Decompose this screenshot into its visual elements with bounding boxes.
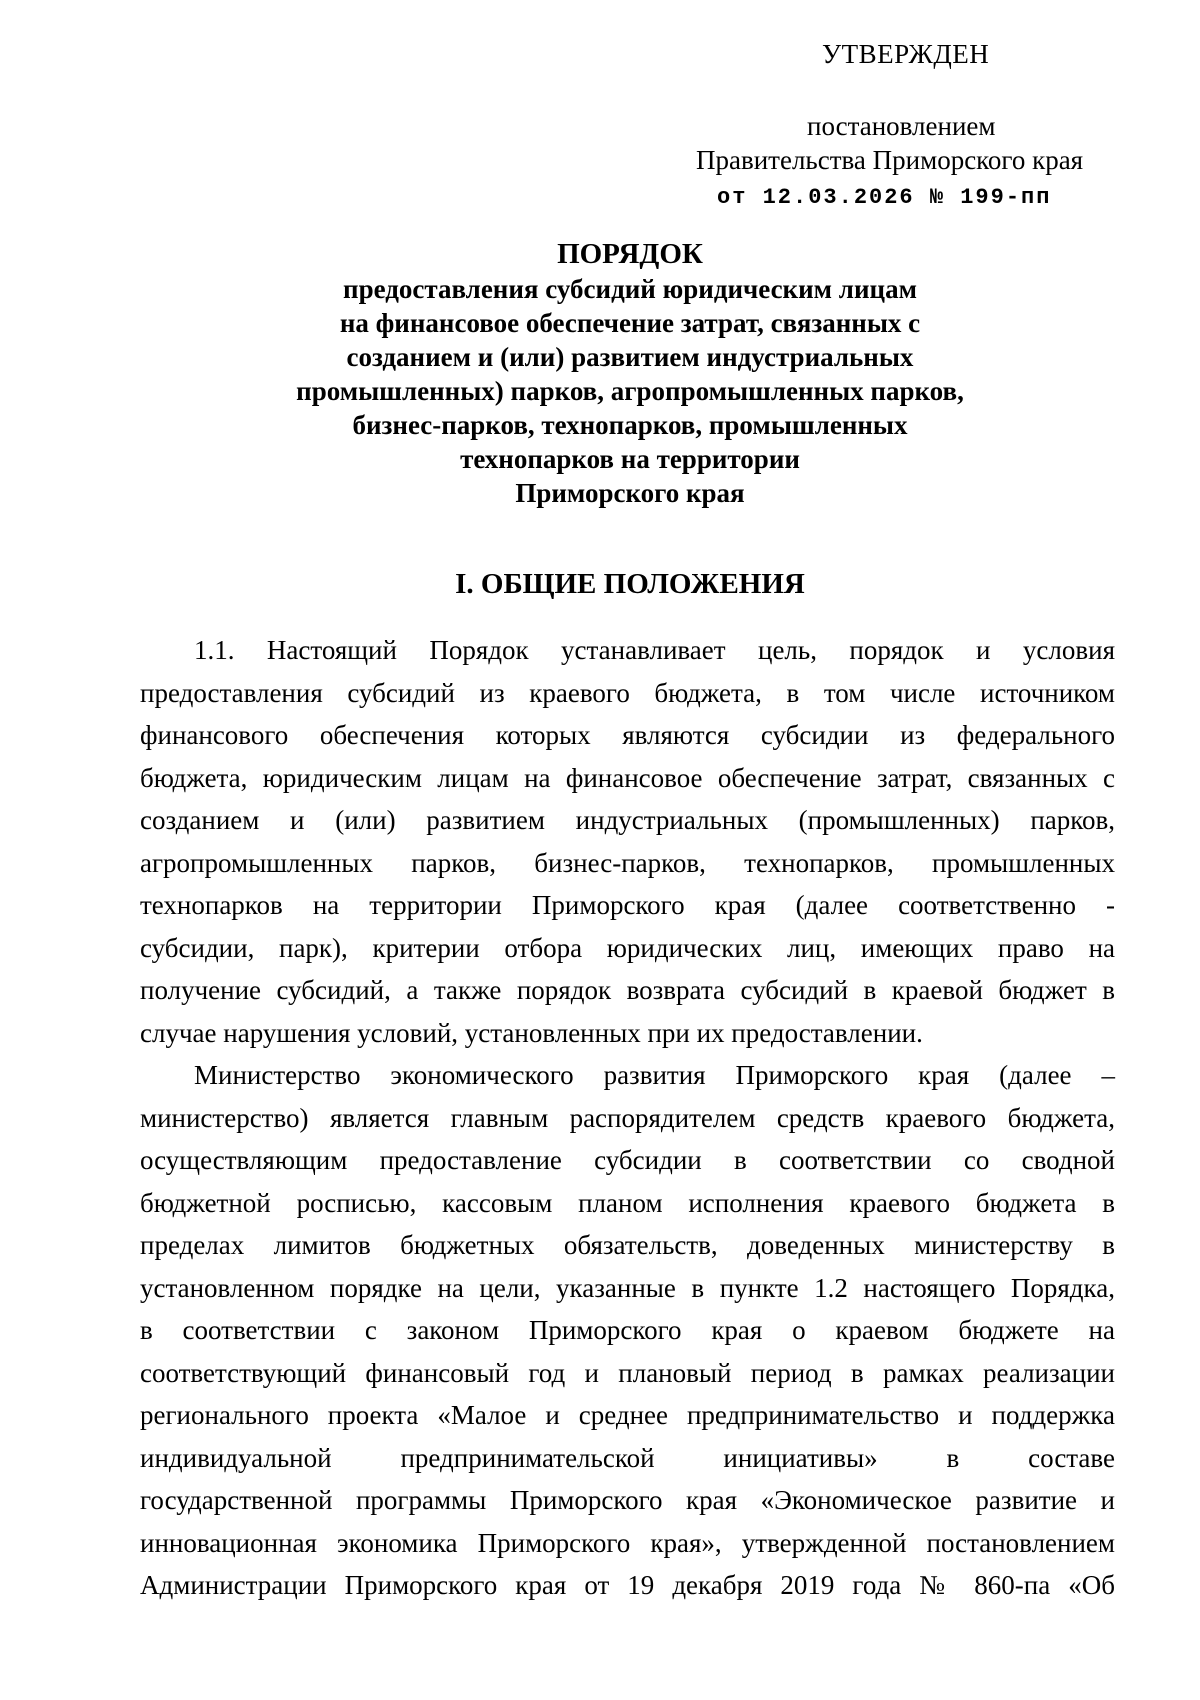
text-line: случае нарушения условий, установленных при их предоставлении. <box>140 1017 923 1048</box>
text-line: регионального проекта «Малое и среднее предпринимательство и поддержка <box>140 1400 1115 1430</box>
paragraph-2 <box>140 1054 1115 1607</box>
text-line: государственной программы Приморского края «Экономическое развитие и <box>140 1485 1115 1515</box>
document-title: ПОРЯДОК <box>557 238 703 270</box>
title-line: Приморского края <box>515 478 745 508</box>
section-heading: I. ОБЩИЕ ПОЛОЖЕНИЯ <box>455 568 805 600</box>
title-line: созданием и (или) развитием индустриальных <box>346 342 914 372</box>
text-line: 1.1. Настоящий Порядок устанавливает цель, порядок и условия <box>194 635 1115 665</box>
title-line: предоставления субсидий юридическим лицам <box>343 274 917 304</box>
text-line: индивидуальной предпринимательской инициативы» в составе <box>140 1442 1115 1473</box>
text-line: Администрации Приморского края от 19 декабря 2019 года № 860-па «Об <box>140 1570 1115 1600</box>
text-line: соответствующий финансовый год и плановый период в рамках реализации <box>140 1357 1115 1388</box>
approval-by: постановлением <box>807 111 996 141</box>
text-line: инновационная экономика Приморского края», утвержденной постановлением <box>140 1527 1115 1558</box>
text-line: пределах лимитов бюджетных обязательств, доведенных министерству в <box>140 1230 1115 1260</box>
text-line: установленном порядке на цели, указанные в пункте 1.2 настоящего Порядка, <box>140 1272 1115 1303</box>
text-line: получение субсидий, а также порядок возврата субсидий в краевой бюджет в <box>140 975 1115 1005</box>
title-line: на финансовое обеспечение затрат, связанных с <box>339 308 921 338</box>
text-line: Министерство экономического развития Приморского края (далее – <box>194 1060 1115 1090</box>
text-line: финансового обеспечения которых являются субсидии из федерального <box>140 720 1115 750</box>
text-line: агропромышленных парков, бизнес-парков, технопарков, промышленных <box>140 847 1115 878</box>
text-line: министерство) является главным распорядителем средств краевого бюджета, <box>140 1102 1115 1133</box>
text-line: бюджета, юридическим лицам на финансовое обеспечение затрат, связанных с <box>140 762 1115 793</box>
text-line: в соответствии с законом Приморского края о краевом бюджете на <box>140 1315 1115 1345</box>
text-line: предоставления субсидий из краевого бюджета, в том числе источником <box>140 677 1115 708</box>
title-line: промышленных) парков, агропромышленных парков, <box>296 376 964 406</box>
text-line: бюджетной росписью, кассовым планом исполнения краевого бюджета в <box>140 1187 1115 1218</box>
document-title-block <box>200 236 1060 510</box>
title-line: технопарков на территории <box>460 444 800 474</box>
text-line: субсидии, парк), критерии отбора юридических лиц, имеющих право на <box>140 932 1115 963</box>
approval-government: Правительства Приморского края <box>696 145 1084 175</box>
text-line: технопарков на территории Приморского края (далее соответственно - <box>140 890 1115 920</box>
title-line: бизнес-парков, технопарков, промышленных <box>352 410 908 440</box>
text-line: осуществляющим предоставление субсидии в соответствии со сводной <box>140 1145 1115 1175</box>
approval-heading: УТВЕРЖДЕН <box>822 39 990 69</box>
body-text <box>140 629 1115 1607</box>
paragraph-1 <box>140 629 1115 1054</box>
text-line: созданием и (или) развитием индустриальных (промышленных) парков, <box>140 805 1115 835</box>
approval-number: от 12.03.2026 № 199-пп <box>717 185 1052 210</box>
